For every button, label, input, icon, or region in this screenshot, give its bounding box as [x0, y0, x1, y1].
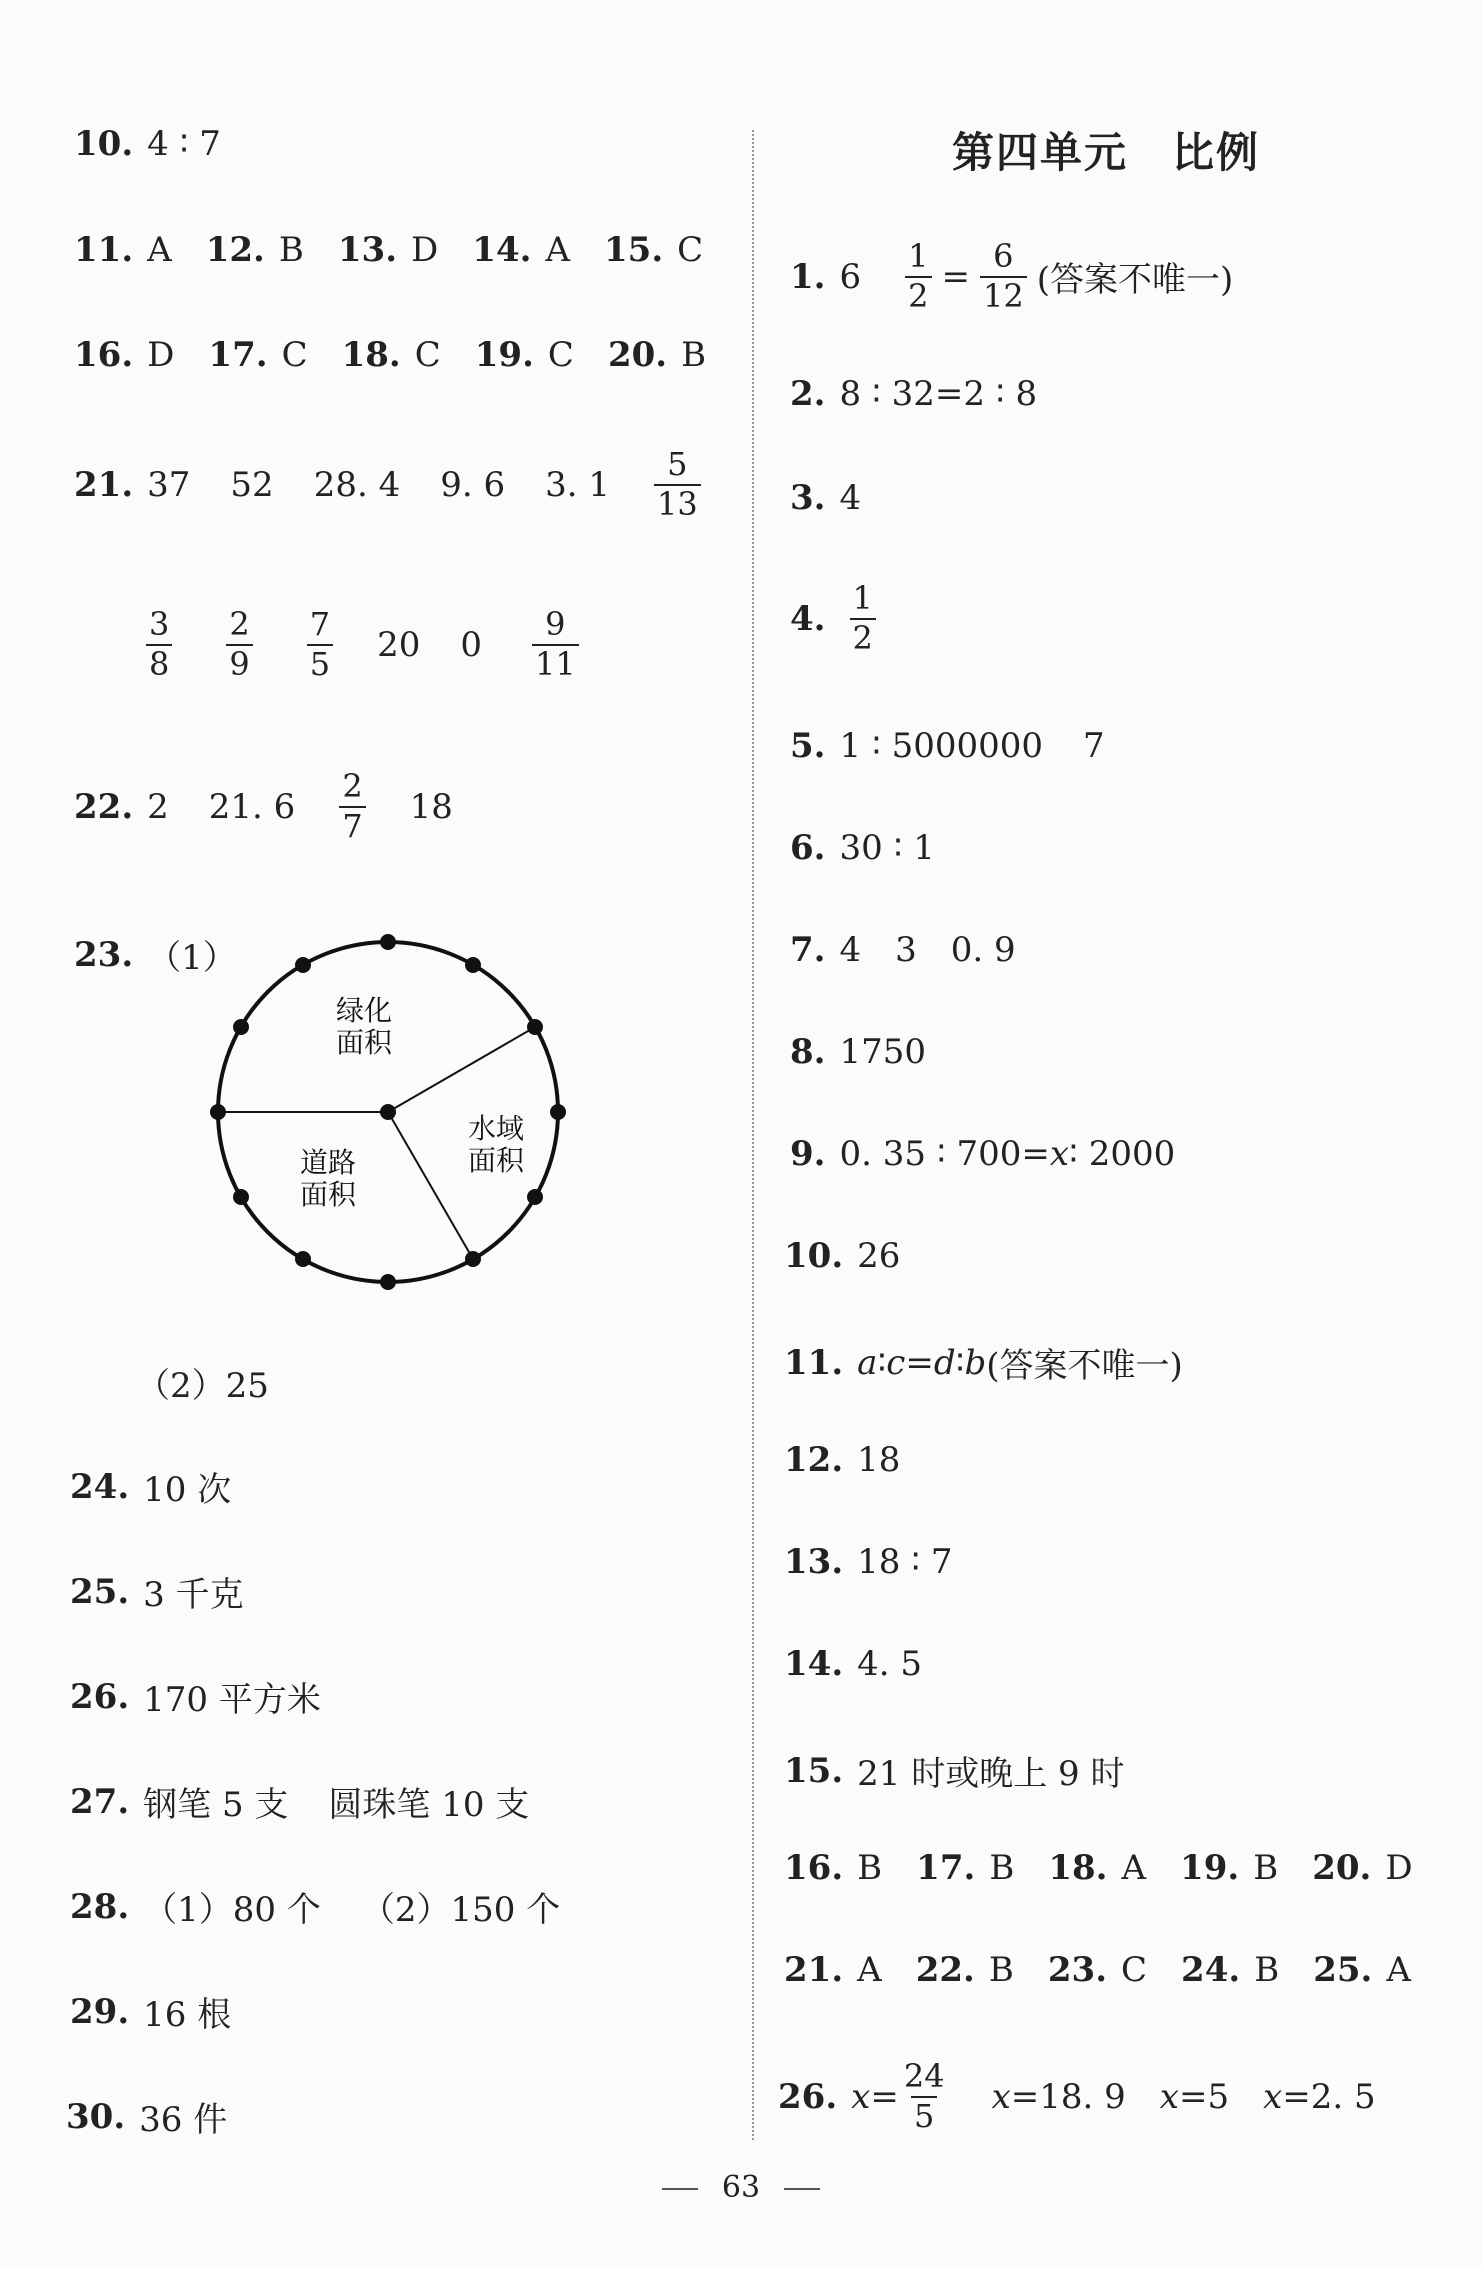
answer-r7: 7. 4 3 0. 9: [790, 930, 1016, 970]
section-title: 第四单元 比例: [952, 128, 1261, 177]
column-divider: [752, 130, 754, 2140]
answer-r10: 10. 26: [784, 1236, 901, 1276]
answers-16-20: 16. D 17. C 18. C 19. C 20. B: [74, 335, 707, 375]
answer-25: 25. 3 千克: [70, 1571, 244, 1615]
label-road: 道路: [299, 1146, 357, 1179]
answer-r4: 4. $\frac{1}{2}$: [790, 582, 886, 655]
label-green: 面积: [335, 1026, 393, 1059]
dot: [210, 1104, 226, 1120]
page-number: 63: [0, 2170, 1482, 2205]
answer-r6: 6. 30 ∶ 1: [790, 828, 935, 868]
fraction: $\frac{6}{12}$: [980, 240, 1027, 313]
fraction: $\frac{7}{5}$: [307, 608, 333, 681]
answer-24: 24. 10 次: [70, 1466, 232, 1510]
answers-r21-r25: 21. A 22. B 23. C 24. B 25. A: [784, 1950, 1411, 1990]
dot: [527, 1189, 543, 1205]
answer-r1: 1. 6 $\frac{1}{2}$ = $\frac{6}{12}$ (答案不唯一): [790, 237, 1234, 315]
dot: [233, 1019, 249, 1035]
label-road: 面积: [299, 1178, 357, 1211]
answer-r14: 14. 4. 5: [784, 1644, 923, 1684]
fraction: $\frac{2}{7}$: [339, 770, 365, 843]
divider-line: [388, 1027, 535, 1112]
answer-r15: 15. 21 时或晚上 9 时: [784, 1750, 1125, 1794]
divider-line: [388, 1112, 473, 1259]
dot: [550, 1104, 566, 1120]
answer-26: 26. 170 平方米: [70, 1676, 321, 1720]
answer-21-continued: $\frac{3}{8}$ $\frac{2}{9}$ $\frac{7}{5}$ 20 0 $\frac{9}{11}$: [136, 608, 589, 681]
center-dot: [380, 1104, 396, 1120]
dot: [295, 957, 311, 973]
answer-29: 29. 16 根: [70, 1991, 232, 2035]
answer-22: 22. 2 21. 6 $\frac{2}{7}$ 18: [74, 767, 453, 845]
fraction: $\frac{1}{2}$: [905, 240, 931, 313]
dot: [465, 1251, 481, 1267]
answer-r12: 12. 18: [784, 1440, 901, 1480]
dot: [233, 1189, 249, 1205]
answer-23-part2: （2）25: [136, 1366, 269, 1406]
answers-11-15: 11. A 12. B 13. D 14. A 15. C: [74, 230, 704, 270]
fraction: $\frac{24}{5}$: [903, 2057, 945, 2135]
answer-r8: 8. 1750: [790, 1032, 927, 1072]
answer-r3: 3. 4: [790, 478, 862, 518]
label-water: 水域: [467, 1112, 525, 1145]
dot: [380, 934, 396, 950]
dot: [295, 1251, 311, 1267]
answer-r26: 26. x = $\frac{24}{5}$ x = 18. 9 x = 5 x = 2. 5: [778, 2057, 1376, 2135]
answers-r16-r20: 16. B 17. B 18. A 19. B 20. D: [784, 1848, 1413, 1888]
answer-28: 28. （1）80 个 （2）150 个: [70, 1886, 561, 1930]
fraction: $\frac{2}{9}$: [226, 608, 252, 681]
answer-30: 30. 36 件: [66, 2096, 228, 2140]
answer-10: 10. 4 ∶ 7: [74, 124, 221, 164]
fraction: $\frac{5}{13}$: [654, 448, 701, 521]
answer-27: 27. 钢笔 5 支 圆珠笔 10 支: [70, 1781, 530, 1825]
dot: [527, 1019, 543, 1035]
answer-r2: 2. 8 ∶ 32=2 ∶ 8: [790, 374, 1038, 414]
fraction: $\frac{3}{8}$: [146, 608, 172, 681]
answer-r5: 5. 1 ∶ 5000000 7: [790, 726, 1105, 766]
answer-21: 21. 37 52 28. 4 9. 6 3. 1 $\frac{5}{13}$: [74, 448, 711, 521]
answer-r9: 9. 0. 35 ∶ 700= x ∶ 2000: [790, 1134, 1176, 1174]
area-circle-diagram: [200, 920, 580, 1300]
fraction: $\frac{9}{11}$: [532, 608, 579, 681]
dot: [465, 957, 481, 973]
label-green: 绿化: [335, 994, 393, 1027]
answer-r13: 13. 18 ∶ 7: [784, 1542, 953, 1582]
dot: [380, 1274, 396, 1290]
fraction: $\frac{1}{2}$: [850, 582, 876, 655]
label-water: 面积: [467, 1144, 525, 1177]
answer-r11: 11. a ∶ c = d ∶ b (答案不唯一): [784, 1342, 1183, 1386]
answer-23-part1: 23. （1）: [74, 934, 237, 978]
